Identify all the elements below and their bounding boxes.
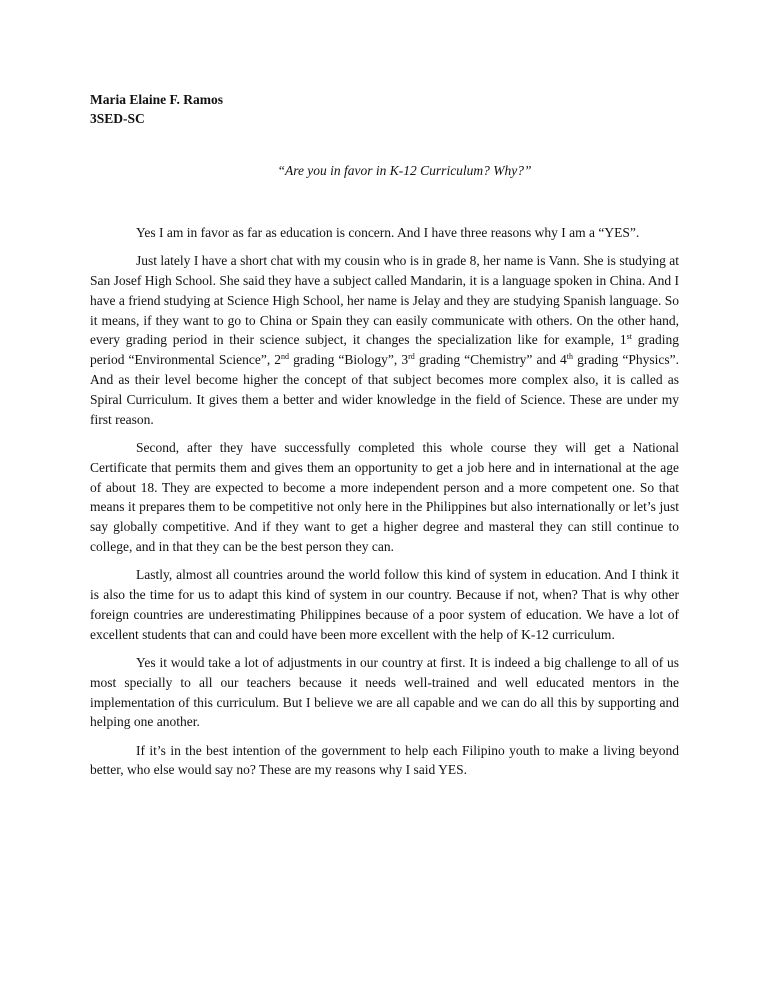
ordinal-suffix: st	[626, 332, 632, 342]
paragraph-text: Just lately I have a short chat with my cousin who is in grade 8, her name is Vann. She is studying at San Josef High School. She said they have a subject called Mandarin, it is a language spoken in China. And I have a friend studying at Science High School, her name is Jelay and they are studying Spanish language. So it means, if they want to go to China or Spain they can easily communicate with others. On the other hand, every grading period in their science subject, it changes the specialization like for example, 1	[90, 253, 680, 348]
paragraph-second-reason: Second, after they have successfully completed this whole course they will get a National Certificate that permits them and gives them an opportunity to get a job here and in international at the age of about 18. They are expected to become a more independent person and a more competent one. So that means it prepares them to be competitive not only here in the Philippines but also internationally or let’s just say globally competitive. And if they want to get a higher degree and masteral they can still continue to college, and in that they can be the best person they can.	[90, 439, 679, 554]
essay-title: “Are you in favor in K-12 Curriculum? Why?”	[277, 163, 532, 178]
document-page	[90, 90, 679, 789]
paragraph-text: grading period “Environmental Science”, 2	[90, 332, 679, 368]
author-section: 3SED-SC	[90, 111, 145, 126]
paragraph-text: grading “Biology”, 3	[289, 352, 409, 368]
paragraph-intro: Yes I am in favor as far as education is concern. And I have three reasons why I am a “YES”.	[136, 225, 640, 240]
paragraph-text: grading “Chemistry” and 4	[414, 352, 567, 368]
ordinal-suffix: rd	[408, 352, 415, 362]
paragraph-challenges: Yes it would take a lot of adjustments in our country at first. It is indeed a big challenge to all of us most specially to all our teachers because it needs well-trained and well educated mentors in the implementation of this curriculum. But I believe we are all capable and we can do all this by supporting and helping one another.	[90, 654, 679, 730]
paragraph-first-reason	[90, 251, 679, 429]
paragraph-conclusion: If it’s in the best intention of the government to help each Filipino youth to make a living beyond better, who else would say no? These are my reasons why I said YES.	[90, 742, 679, 778]
paragraph-text: grading “Physics”. And as their level become higher the concept of that subject becomes more complex also, it is called as Spiral Curriculum. It gives them a better and wider knowledge in the field of Science. These are under my first reason.	[90, 352, 679, 427]
author-name: Maria Elaine F. Ramos	[90, 92, 223, 107]
essay-body	[90, 223, 679, 780]
paragraph-third-reason: Lastly, almost all countries around the world follow this kind of system in education. And I think it is also the time for us to adapt this kind of system in our country. Because if not, when? That is why other foreign countries are underestimating Philippines because of a poor system of education. We have a lot of excellent students that can and could have been more excellent with the help of K-12 curriculum.	[90, 567, 679, 642]
ordinal-suffix: nd	[281, 352, 290, 362]
ordinal-suffix: th	[566, 352, 573, 362]
